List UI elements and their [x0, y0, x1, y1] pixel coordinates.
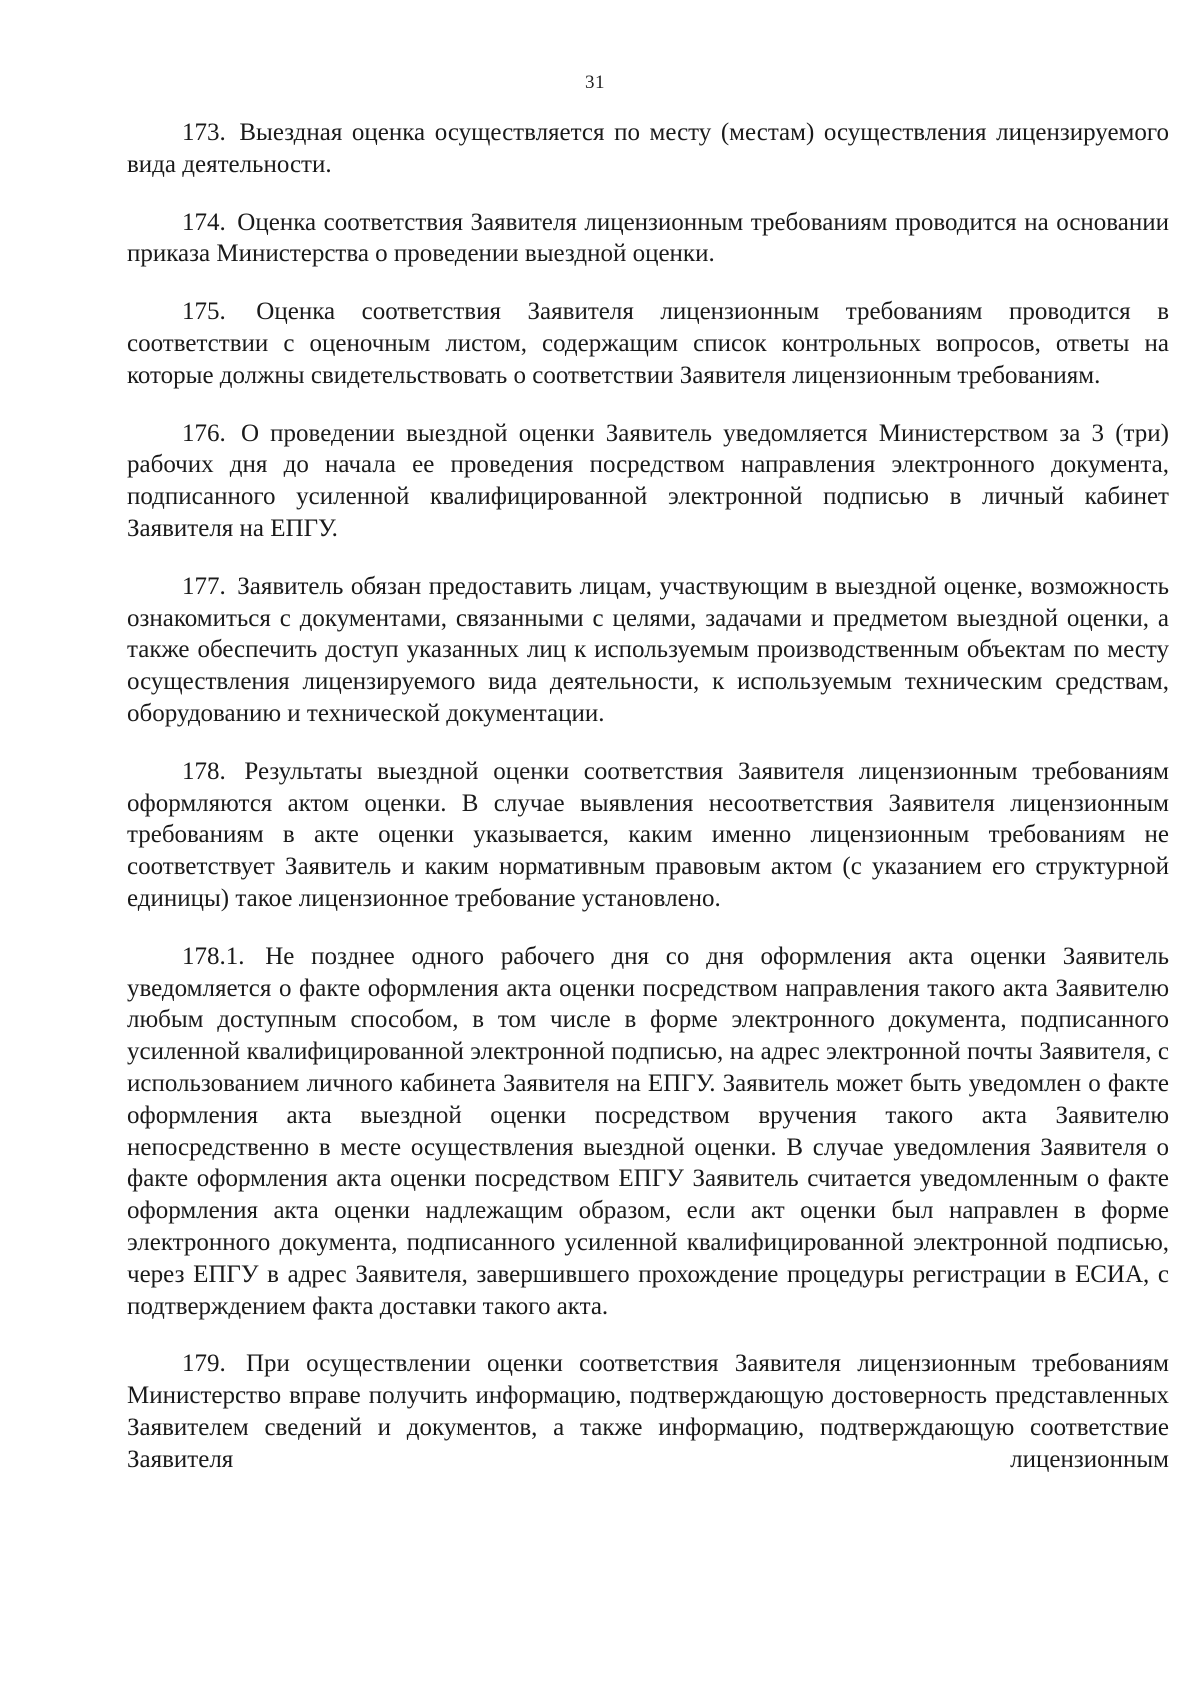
document-body [127, 117, 1169, 1475]
paragraph-text: Оценка соответствия Заявителя лицензионным требованиям проводится на основании приказа Министерства о проведении выездной оценки. [127, 208, 1170, 268]
paragraph-text: При осуществлении оценки соответствия Заявителя лицензионным требованиям Министерство вправе получить информацию, подтверждающую достоверность представленных Заявителем сведений и документов, а также информацию, подтверждающую соответствие Заявителя лицензионным [127, 1350, 1170, 1473]
paragraph-number: 177. [182, 572, 226, 600]
paragraph-number: 179. [182, 1350, 226, 1378]
paragraph-text: Не позднее одного рабочего дня со дня оформления акта оценки Заявитель уведомляется о факте оформления акта оценки посредством направления такого акта Заявителю любым доступным способом, в том числе в форме электронного документа, подписанного усиленной квалифицированной электронной подписью, на адрес электронной почты Заявителя, с использованием личного кабинета Заявителя на ЕПГУ. Заявитель может быть уведомлен о факте оформления акта выездной оценки посредством вручения такого акта Заявителю непосредственно в месте осуществления выездной оценки. В случае уведомления Заявителя о факте оформления акта оценки посредством ЕПГУ Заявитель считается уведомленным о факте оформления акта оценки надлежащим образом, если акт оценки был направлен в форме электронного документа, подписанного усиленной квалифицированной электронной подписью, через ЕПГУ в адрес Заявителя, завершившего прохождение процедуры регистрации в ЕСИА, с подтверждением факта доставки такого акта. [127, 942, 1169, 1320]
paragraph-178-1 [127, 941, 1169, 1323]
paragraph-number: 178.1. [182, 942, 245, 970]
paragraph-number: 176. [182, 419, 226, 447]
paragraph-173 [127, 117, 1169, 181]
paragraph-text: Выездная оценка осуществляется по месту (местам) осуществления лицензируемого вида деятельности. [127, 119, 1169, 178]
paragraph-174 [127, 207, 1169, 271]
paragraph-178 [127, 756, 1169, 915]
paragraph-number: 173. [182, 119, 226, 146]
paragraph-number: 175. [182, 298, 226, 326]
paragraph-number: 178. [182, 757, 226, 785]
paragraph-number: 174. [182, 208, 226, 236]
paragraph-176 [127, 418, 1169, 545]
paragraph-175 [127, 296, 1169, 391]
paragraph-text: Заявитель обязан предоставить лицам, участвующим в выездной оценке, возможность ознакомиться с документами, связанными с целями, задачами и предметом выездной оценки, а также обеспечить доступ указанных лиц к используемым производственным объектам по месту осуществления лицензируемого вида деятельности, к используемым техническим средствам, оборудованию и технической документации. [127, 572, 1170, 727]
paragraph-text: Оценка соответствия Заявителя лицензионным требованиям проводится в соответствии с оценочным листом, содержащим список контрольных вопросов, ответы на которые должны свидетельствовать о соответствии Заявителя лицензионным требованиям. [127, 298, 1170, 389]
paragraph-text: О проведении выездной оценки Заявитель уведомляется Министерством за 3 (три) рабочих дня до начала ее проведения посредством направления электронного документа, подписанного усиленной квалифицированной электронной подписью в личный кабинет Заявителя на ЕПГУ. [127, 419, 1169, 542]
paragraph-text: Результаты выездной оценки соответствия Заявителя лицензионным требованиям оформляются актом оценки. В случае выявления несоответствия Заявителя лицензионным требованиям в акте оценки указывается, каким именно лицензионным требованиям не соответствует Заявитель и каким нормативным правовым актом (с указанием его структурной единицы) такое лицензионное требование установлено. [127, 757, 1169, 912]
page-number: 31 [585, 72, 605, 93]
paragraph-179 [127, 1348, 1169, 1475]
paragraph-177 [127, 571, 1169, 730]
